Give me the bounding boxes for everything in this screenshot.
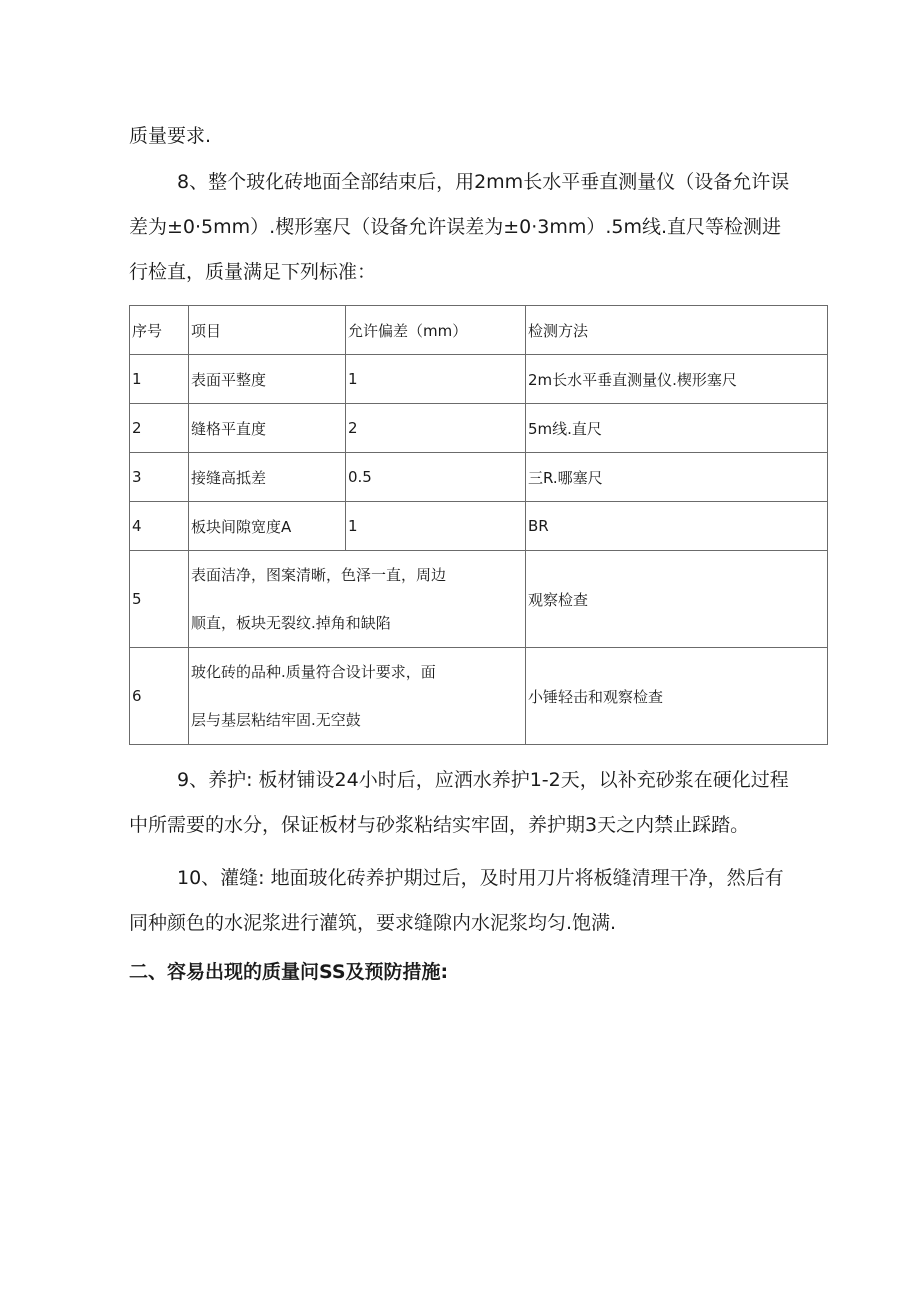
cell-item-line: 表面洁净，图案清晰，色泽一直，周边	[191, 566, 447, 584]
paragraph-step-10	[129, 856, 829, 946]
cell-method: 小锤轻击和观察检查	[526, 648, 828, 745]
text-line: 质量要求.	[129, 125, 212, 147]
cell-item: 接缝高抵差	[189, 453, 346, 502]
table-row	[130, 551, 828, 648]
cell-no: 3	[130, 453, 189, 502]
cell-tolerance: 2	[346, 404, 526, 453]
text-line: 差为±0·5mm）.楔形塞尺（设备允许误差为±0·3mm）.5m线.直尺等检测进	[129, 216, 782, 238]
cell-tolerance: 1	[346, 502, 526, 551]
cell-method: 观察检查	[526, 551, 828, 648]
cell-no: 4	[130, 502, 189, 551]
paragraph-quality-requirement	[129, 114, 829, 159]
table-row	[130, 355, 828, 404]
table-row	[130, 648, 828, 745]
cell-item: 缝格平直度	[189, 404, 346, 453]
text-line: 中所需要的水分，保证板材与砂浆粘结实牢固，养护期3天之内禁止踩踏。	[129, 814, 750, 836]
cell-method: 2m长水平垂直测量仪.楔形塞尺	[526, 355, 828, 404]
quality-standard-table	[129, 305, 828, 745]
cell-no: 2	[130, 404, 189, 453]
cell-item: 板块间隙宽度A	[189, 502, 346, 551]
cell-method: 5m线.直尺	[526, 404, 828, 453]
paragraph-step-9	[129, 758, 829, 848]
header-cell-method: 检测方法	[526, 306, 828, 355]
text-line: 10、灌缝: 地面玻化砖养护期过后，及时用刀片将板缝清理干净，然后有	[177, 867, 784, 889]
text-line: 9、养护: 板材铺设24小时后，应洒水养护1-2天，以补充砂浆在硬化过程	[177, 769, 789, 791]
cell-item-line: 层与基层粘结牢固.无空鼓	[191, 711, 361, 729]
cell-no: 1	[130, 355, 189, 404]
cell-no: 6	[130, 648, 189, 745]
header-cell-no: 序号	[130, 306, 189, 355]
header-cell-tolerance: 允许偏差（mm）	[346, 306, 526, 355]
text-line: 同种颜色的水泥浆进行灌筑，要求缝隙内水泥浆均匀.饱满.	[129, 912, 617, 934]
cell-item-line: 玻化砖的品种.质量符合设计要求，面	[191, 663, 436, 681]
header-cell-item: 项目	[189, 306, 346, 355]
cell-item-merged	[189, 551, 526, 648]
table-header-row	[130, 306, 828, 355]
text-line: 行检直，质量满足下列标准：	[129, 261, 377, 283]
table-row	[130, 453, 828, 502]
cell-tolerance: 0.5	[346, 453, 526, 502]
paragraph-step-8	[129, 160, 829, 295]
cell-method: 三R.哪塞尺	[526, 453, 828, 502]
cell-no: 5	[130, 551, 189, 648]
cell-item: 表面平整度	[189, 355, 346, 404]
table-row	[130, 502, 828, 551]
cell-item-line: 顺直，板块无裂纹.掉角和缺陷	[191, 614, 391, 632]
table-row	[130, 404, 828, 453]
cell-item-merged	[189, 648, 526, 745]
cell-method: BR	[526, 502, 828, 551]
cell-tolerance: 1	[346, 355, 526, 404]
text-line: 8、整个玻化砖地面全部结束后，用2mm长水平垂直测量仪（设备允许误	[177, 171, 790, 193]
section-heading: 二、容易出现的质量问SS及预防措施:	[129, 961, 449, 983]
